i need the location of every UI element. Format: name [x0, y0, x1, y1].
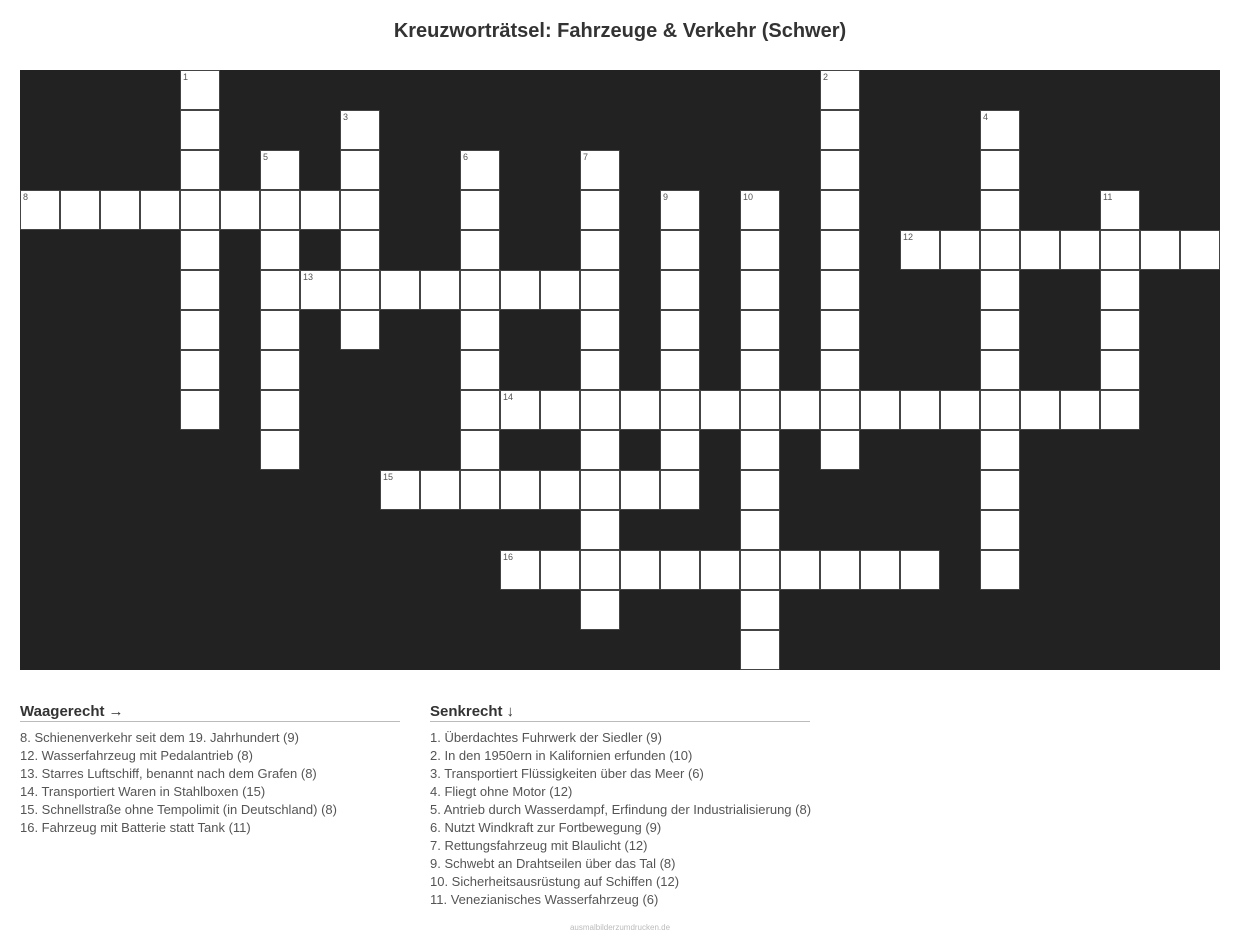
- crossword-cell[interactable]: [420, 270, 460, 310]
- clue-number: 14: [503, 392, 514, 402]
- crossword-cell[interactable]: [980, 390, 1020, 430]
- crossword-cell[interactable]: [660, 270, 700, 310]
- crossword-cell[interactable]: [660, 390, 700, 430]
- crossword-cell[interactable]: [660, 310, 700, 350]
- crossword-cell[interactable]: [980, 310, 1020, 350]
- crossword-cell[interactable]: [740, 430, 780, 470]
- crossword-cell[interactable]: [540, 390, 580, 430]
- crossword-cell[interactable]: [660, 550, 700, 590]
- crossword-cell[interactable]: [620, 550, 660, 590]
- crossword-cell[interactable]: [1020, 390, 1060, 430]
- clue-number: 5: [263, 152, 269, 162]
- crossword-cell[interactable]: [300, 190, 340, 230]
- across-clue: 14. Transportiert Waren in Stahlboxen (15): [20, 784, 266, 799]
- crossword-cell[interactable]: [620, 390, 660, 430]
- crossword-cell[interactable]: [180, 270, 220, 310]
- crossword-cell[interactable]: [580, 430, 620, 470]
- down-heading-label: Senkrecht: [430, 703, 503, 720]
- crossword-cell[interactable]: [260, 430, 300, 470]
- crossword-cell[interactable]: [820, 270, 860, 310]
- crossword-cell[interactable]: [340, 190, 380, 230]
- across-heading: [20, 703, 400, 722]
- crossword-cell[interactable]: [180, 230, 220, 270]
- crossword-cell[interactable]: [660, 230, 700, 270]
- crossword-cell[interactable]: [580, 150, 620, 190]
- across-clue: 15. Schnellstraße ohne Tempolimit (in Deutschland) (8): [20, 802, 337, 817]
- crossword-cell[interactable]: [260, 390, 300, 430]
- crossword-cell[interactable]: [180, 350, 220, 390]
- crossword-cell[interactable]: [500, 550, 540, 590]
- crossword-cell[interactable]: [740, 390, 780, 430]
- crossword-cell[interactable]: [580, 310, 620, 350]
- crossword-cell[interactable]: [380, 470, 420, 510]
- across-clue: 8. Schienenverkehr seit dem 19. Jahrhundert (9): [20, 730, 299, 745]
- crossword-cell[interactable]: [1100, 350, 1140, 390]
- clue-number: 2: [823, 72, 829, 82]
- crossword-cell[interactable]: [660, 470, 700, 510]
- crossword-cell[interactable]: [940, 390, 980, 430]
- crossword-cell[interactable]: [740, 350, 780, 390]
- crossword-cell[interactable]: [180, 190, 220, 230]
- crossword-cell[interactable]: [580, 510, 620, 550]
- crossword-cell[interactable]: [220, 190, 260, 230]
- crossword-cell[interactable]: [620, 470, 660, 510]
- down-clue: 9. Schwebt an Drahtseilen über das Tal (8): [430, 856, 676, 871]
- clue-number: 9: [663, 192, 669, 202]
- clue-number: 10: [743, 192, 754, 202]
- crossword-cell[interactable]: [740, 230, 780, 270]
- across-clue: 16. Fahrzeug mit Batterie statt Tank (11): [20, 820, 251, 835]
- crossword-cell[interactable]: [820, 110, 860, 150]
- crossword-cell[interactable]: [580, 270, 620, 310]
- crossword-cell[interactable]: [380, 270, 420, 310]
- crossword-cell[interactable]: [1020, 230, 1060, 270]
- crossword-grid: [20, 70, 1220, 670]
- crossword-cell[interactable]: [540, 270, 580, 310]
- crossword-cell[interactable]: [980, 230, 1020, 270]
- crossword-cell[interactable]: [500, 270, 540, 310]
- page-title: Kreuzworträtsel: Fahrzeuge & Verkehr (Schwer): [393, 20, 847, 42]
- crossword-cell[interactable]: [580, 470, 620, 510]
- crossword-cell[interactable]: [460, 430, 500, 470]
- down-clue: 10. Sicherheitsausrüstung auf Schiffen (12): [430, 874, 680, 889]
- crossword-cell[interactable]: [740, 190, 780, 230]
- clue-number: 3: [343, 112, 349, 122]
- crossword-cell[interactable]: [900, 550, 940, 590]
- arrow-right-icon: →: [108, 703, 124, 720]
- clue-number: 7: [583, 152, 589, 162]
- crossword-cell[interactable]: [340, 110, 380, 150]
- crossword-cell[interactable]: [780, 550, 820, 590]
- crossword-cell[interactable]: [740, 630, 780, 670]
- crossword-cell[interactable]: [980, 110, 1020, 150]
- crossword-cell[interactable]: [260, 230, 300, 270]
- crossword-cell[interactable]: [260, 310, 300, 350]
- crossword-cell[interactable]: [420, 470, 460, 510]
- crossword-cell[interactable]: [60, 190, 100, 230]
- across-clues: [20, 703, 400, 837]
- clue-number: 4: [983, 112, 989, 122]
- crossword-cell[interactable]: [780, 390, 820, 430]
- down-clue: 7. Rettungsfahrzeug mit Blaulicht (12): [430, 838, 648, 853]
- crossword-cell[interactable]: [980, 350, 1020, 390]
- crossword-cell[interactable]: [1060, 390, 1100, 430]
- crossword-cell[interactable]: [660, 430, 700, 470]
- crossword-cell[interactable]: [140, 190, 180, 230]
- clue-number: 6: [463, 152, 469, 162]
- down-clue: 5. Antrieb durch Wasserdampf, Erfindung der Industrialisierung (8): [430, 802, 812, 817]
- down-clue-list: [430, 729, 810, 909]
- crossword-cell[interactable]: [260, 350, 300, 390]
- crossword-cell[interactable]: [1140, 230, 1180, 270]
- crossword-cell[interactable]: [180, 70, 220, 110]
- crossword-cell[interactable]: [820, 70, 860, 110]
- crossword-cell[interactable]: [500, 470, 540, 510]
- crossword-cell[interactable]: [1100, 270, 1140, 310]
- crossword-cell[interactable]: [260, 270, 300, 310]
- crossword-cell[interactable]: [980, 190, 1020, 230]
- crossword-cell[interactable]: [340, 270, 380, 310]
- crossword-cell[interactable]: [340, 310, 380, 350]
- crossword-cell[interactable]: [180, 110, 220, 150]
- across-clue: 13. Starres Luftschiff, benannt nach dem Grafen (8): [20, 766, 317, 781]
- crossword-cell[interactable]: [300, 270, 340, 310]
- crossword-cell[interactable]: [580, 590, 620, 630]
- crossword-cell[interactable]: [980, 270, 1020, 310]
- crossword-cell[interactable]: [820, 390, 860, 430]
- crossword-cell[interactable]: [660, 350, 700, 390]
- clue-number: 15: [383, 472, 394, 482]
- clue-number: 8: [23, 192, 29, 202]
- crossword-cell[interactable]: [740, 550, 780, 590]
- crossword-cell[interactable]: [460, 310, 500, 350]
- crossword-cell[interactable]: [820, 150, 860, 190]
- crossword-cell[interactable]: [820, 550, 860, 590]
- crossword-cell[interactable]: [260, 190, 300, 230]
- crossword-cell[interactable]: [1100, 390, 1140, 430]
- down-clue: 3. Transportiert Flüssigkeiten über das Meer (6): [430, 766, 704, 781]
- crossword-cell[interactable]: [1100, 310, 1140, 350]
- crossword-cell[interactable]: [460, 270, 500, 310]
- crossword-cell[interactable]: [860, 390, 900, 430]
- clue-number: 13: [303, 272, 314, 282]
- crossword-cell[interactable]: [900, 230, 940, 270]
- crossword-cell[interactable]: [820, 310, 860, 350]
- crossword-cell[interactable]: [580, 230, 620, 270]
- crossword-cell[interactable]: [540, 550, 580, 590]
- crossword-cell[interactable]: [980, 430, 1020, 470]
- crossword-cell[interactable]: [340, 230, 380, 270]
- crossword-cell[interactable]: [700, 390, 740, 430]
- crossword-cell[interactable]: [580, 390, 620, 430]
- crossword-cell[interactable]: [180, 310, 220, 350]
- crossword-cell[interactable]: [580, 350, 620, 390]
- clue-number: 11: [1103, 192, 1113, 202]
- crossword-cell[interactable]: [580, 550, 620, 590]
- crossword-cell[interactable]: [820, 350, 860, 390]
- crossword-cell[interactable]: [1100, 230, 1140, 270]
- crossword-cell[interactable]: [460, 390, 500, 430]
- clue-number: 12: [903, 232, 914, 242]
- across-clue: 12. Wasserfahrzeug mit Pedalantrieb (8): [20, 748, 253, 763]
- crossword-cell[interactable]: [340, 150, 380, 190]
- crossword-cell[interactable]: [460, 190, 500, 230]
- crossword-cell[interactable]: [860, 550, 900, 590]
- down-clue: 2. In den 1950ern in Kalifornien erfunden (10): [430, 748, 693, 763]
- crossword-cell[interactable]: [180, 390, 220, 430]
- crossword-cell[interactable]: [740, 590, 780, 630]
- crossword-cell[interactable]: [540, 470, 580, 510]
- crossword-cell[interactable]: [700, 550, 740, 590]
- crossword-cell[interactable]: [460, 150, 500, 190]
- crossword-cell[interactable]: [980, 550, 1020, 590]
- down-clue: 11. Venezianisches Wasserfahrzeug (6): [430, 892, 659, 907]
- crossword-cell[interactable]: [1100, 190, 1140, 230]
- crossword-cell[interactable]: [580, 190, 620, 230]
- across-heading-label: Waagerecht: [20, 703, 105, 720]
- crossword-cell[interactable]: [980, 470, 1020, 510]
- crossword-cell[interactable]: [820, 230, 860, 270]
- arrow-down-icon: ↓: [506, 703, 515, 720]
- crossword-cell[interactable]: [980, 150, 1020, 190]
- crossword-cell[interactable]: [260, 150, 300, 190]
- down-clue: 6. Nutzt Windkraft zur Fortbewegung (9): [430, 820, 662, 835]
- footer-credit: ausmalbilderzumdrucken.de: [569, 923, 671, 932]
- crossword-cell[interactable]: [740, 310, 780, 350]
- crossword-cell[interactable]: [1180, 230, 1220, 270]
- clue-number: 16: [503, 552, 514, 562]
- crossword-cell[interactable]: [980, 510, 1020, 550]
- crossword-cell[interactable]: [940, 230, 980, 270]
- crossword-cell[interactable]: [820, 190, 860, 230]
- down-heading: [430, 703, 810, 722]
- down-clues: [430, 703, 810, 909]
- crossword-cell[interactable]: [460, 350, 500, 390]
- crossword-cell[interactable]: [460, 230, 500, 270]
- crossword-cell[interactable]: [740, 470, 780, 510]
- crossword-cell[interactable]: [820, 430, 860, 470]
- crossword-cell[interactable]: [1060, 230, 1100, 270]
- crossword-cell[interactable]: [740, 270, 780, 310]
- crossword-cell[interactable]: [500, 390, 540, 430]
- across-clue-list: [20, 729, 400, 837]
- crossword-cell[interactable]: [460, 470, 500, 510]
- crossword-cell[interactable]: [100, 190, 140, 230]
- crossword-cell[interactable]: [740, 510, 780, 550]
- crossword-cell[interactable]: [180, 150, 220, 190]
- down-clue: 4. Fliegt ohne Motor (12): [430, 784, 573, 799]
- crossword-cell[interactable]: [20, 190, 60, 230]
- clue-number: 1: [183, 72, 189, 82]
- down-clue: 1. Überdachtes Fuhrwerk der Siedler (9): [430, 730, 662, 745]
- crossword-cell[interactable]: [660, 190, 700, 230]
- crossword-cell[interactable]: [900, 390, 940, 430]
